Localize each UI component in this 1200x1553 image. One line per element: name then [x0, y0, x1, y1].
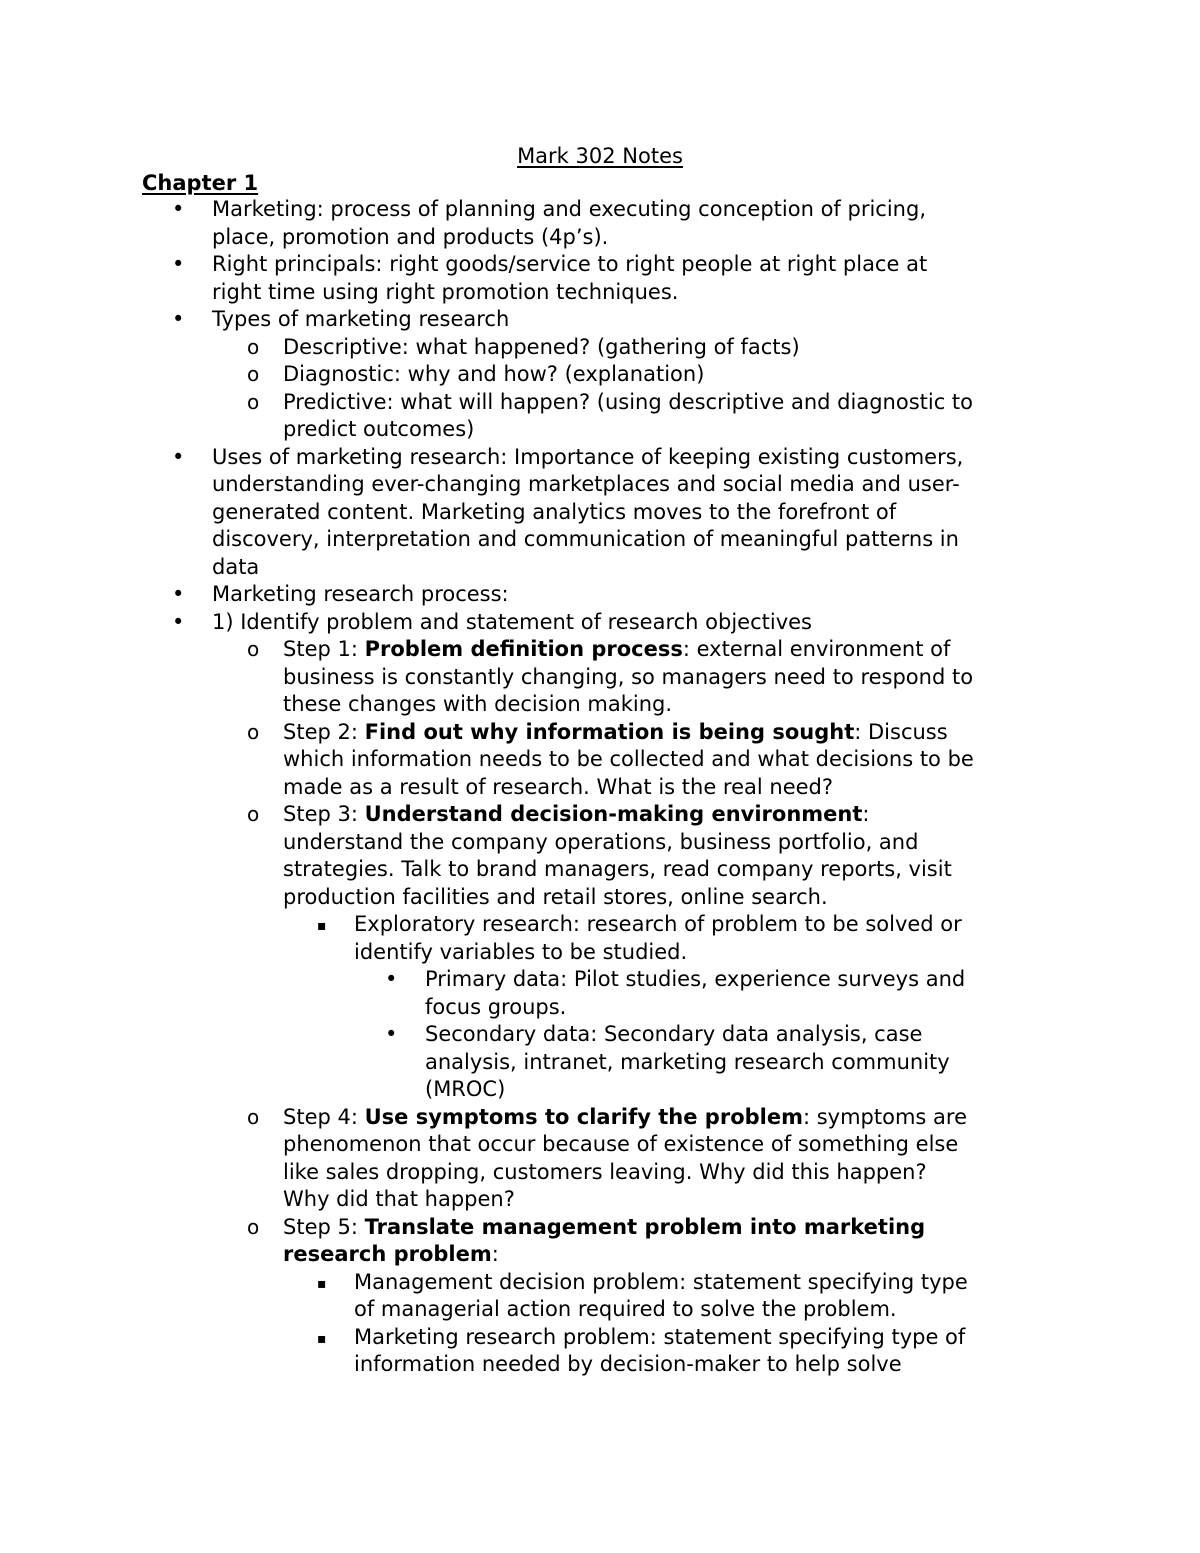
step-heading: Find out why information is being sought	[364, 719, 855, 744]
list-item-text: right time using right promotion techniques.	[212, 279, 679, 304]
bullet-icon: •	[172, 307, 185, 331]
bullet-icon: •	[172, 609, 185, 634]
list-item-text: made as a result of research. What is the real need?	[283, 774, 834, 799]
list-item	[0, 609, 1200, 637]
list-item-text: of managerial action required to solve the problem.	[354, 1297, 897, 1321]
circle-bullet-icon: o	[247, 334, 260, 359]
list-item-text	[283, 719, 1200, 747]
list-item-text: like sales dropping, customers leaving. Why did this happen?	[283, 1159, 927, 1184]
list-item-text: understanding ever-changing marketplaces and social media and user-	[212, 472, 960, 496]
notes-list	[0, 196, 1200, 1379]
square-bullet-icon: ▪	[317, 1275, 327, 1292]
list-item	[0, 251, 1200, 306]
step-text: :	[491, 1242, 499, 1266]
list-item-text: phenomenon that occur because of existence of something else	[283, 1132, 959, 1156]
list-item-text: Why did that happen?	[283, 1187, 515, 1211]
list-item-text	[283, 1241, 1200, 1269]
list-item	[0, 801, 1200, 911]
list-item-text: these changes with decision making.	[283, 692, 673, 716]
square-bullet-icon: ▪	[317, 1330, 327, 1347]
list-item-text: data	[212, 554, 260, 579]
list-item-text: Marketing research process:	[212, 582, 509, 606]
list-item	[0, 1104, 1200, 1214]
circle-bullet-icon: o	[247, 362, 260, 386]
list-item	[0, 581, 1200, 609]
step-label: Step 3:	[283, 802, 365, 826]
chapter-heading: Chapter 1	[142, 171, 259, 195]
list-item	[0, 389, 1200, 444]
step-text: : symptoms are	[802, 1104, 968, 1129]
list-item-text: production facilities and retail stores, online search.	[283, 884, 828, 909]
list-item-text: Management decision problem: statement specifying type	[354, 1269, 968, 1294]
step-label: Step 4:	[283, 1104, 365, 1129]
list-item-text: identify variables to be studied.	[354, 939, 688, 964]
list-item-text	[283, 1104, 1200, 1132]
list-item-text: Secondary data: Secondary data analysis, case	[425, 1022, 923, 1046]
list-item	[0, 334, 1200, 362]
bullet-icon: •	[172, 197, 185, 221]
list-item-text: Marketing: process of planning and executing conception of pricing,	[212, 197, 926, 221]
list-item	[0, 1269, 1200, 1324]
step-heading: Understand decision-making environment	[364, 802, 863, 826]
list-item	[0, 1021, 1200, 1104]
list-item	[0, 444, 1200, 582]
list-item	[0, 911, 1200, 966]
document-title: Mark 302 Notes	[517, 144, 683, 168]
list-item-text: (MROC)	[425, 1077, 506, 1101]
list-item-text: predict outcomes)	[283, 417, 475, 441]
list-item-text	[283, 636, 1200, 664]
step-text: : external environment of	[682, 637, 951, 661]
list-item-text: Predictive: what will happen? (using descriptive and diagnostic to	[283, 389, 974, 414]
list-item-text: Descriptive: what happened? (gathering of facts)	[283, 334, 800, 359]
list-item-text: understand the company operations, business portfolio, and	[283, 829, 919, 854]
step-heading: Use symptoms to clarify the problem	[364, 1104, 803, 1129]
list-item-text: strategies. Talk to brand managers, read company reports, visit	[283, 857, 952, 881]
list-item	[0, 361, 1200, 389]
step-label: Step 1:	[283, 637, 365, 661]
list-item-text: place, promotion and products (4p’s).	[212, 224, 609, 249]
bullet-icon: •	[172, 582, 185, 606]
bullet-icon: •	[385, 1022, 398, 1046]
step-heading: Problem definition process	[364, 637, 683, 661]
list-item-text: information needed by decision-maker to help solve	[354, 1352, 902, 1376]
list-item-text: business is constantly changing, so managers need to respond to	[283, 664, 974, 689]
list-item	[0, 966, 1200, 1021]
list-item-text: Marketing research problem: statement specifying type of	[354, 1324, 966, 1349]
circle-bullet-icon: o	[247, 802, 260, 826]
step-label: Step 5:	[283, 1214, 365, 1239]
circle-bullet-icon: o	[247, 1214, 260, 1239]
list-item	[0, 719, 1200, 802]
list-item	[0, 1324, 1200, 1379]
list-item-text: analysis, intranet, marketing research community	[425, 1049, 950, 1074]
circle-bullet-icon: o	[247, 1104, 260, 1129]
step-heading: Translate management problem into marketing	[364, 1214, 926, 1239]
list-item-text: 1) Identify problem and statement of research objectives	[212, 609, 812, 634]
circle-bullet-icon: o	[247, 637, 260, 661]
circle-bullet-icon: o	[247, 719, 260, 744]
list-item	[0, 306, 1200, 334]
list-item	[0, 636, 1200, 719]
square-bullet-icon: ▪	[317, 918, 327, 934]
list-item-text: Diagnostic: why and how? (explanation)	[283, 362, 705, 386]
bullet-icon: •	[172, 252, 185, 276]
list-item-text: Primary data: Pilot studies, experience surveys and	[425, 967, 966, 991]
step-text: : Discuss	[854, 719, 948, 744]
step-label: Step 2:	[283, 719, 365, 744]
list-item-text: which information needs to be collected and what decisions to be	[283, 747, 974, 771]
list-item-text: Right principals: right goods/service to right people at right place at	[212, 252, 928, 276]
bullet-icon: •	[172, 444, 185, 469]
list-item	[0, 1214, 1200, 1269]
list-item	[0, 196, 1200, 251]
list-item-text: Exploratory research: research of problem to be solved or	[354, 912, 962, 936]
list-item-text: Uses of marketing research: Importance of keeping existing customers,	[212, 444, 964, 469]
step-heading-continued: research problem	[283, 1242, 492, 1266]
list-item-text: generated content. Marketing analytics moves to the forefront of	[212, 499, 897, 524]
list-item-text	[283, 801, 1200, 829]
list-item-text	[283, 1214, 1200, 1242]
step-text: :	[862, 802, 870, 826]
list-item-text: discovery, interpretation and communication of meaningful patterns in	[212, 527, 959, 551]
circle-bullet-icon: o	[247, 389, 260, 414]
list-item-text: focus groups.	[425, 994, 567, 1019]
list-item-text: Types of marketing research	[212, 307, 510, 331]
bullet-icon: •	[385, 967, 398, 991]
